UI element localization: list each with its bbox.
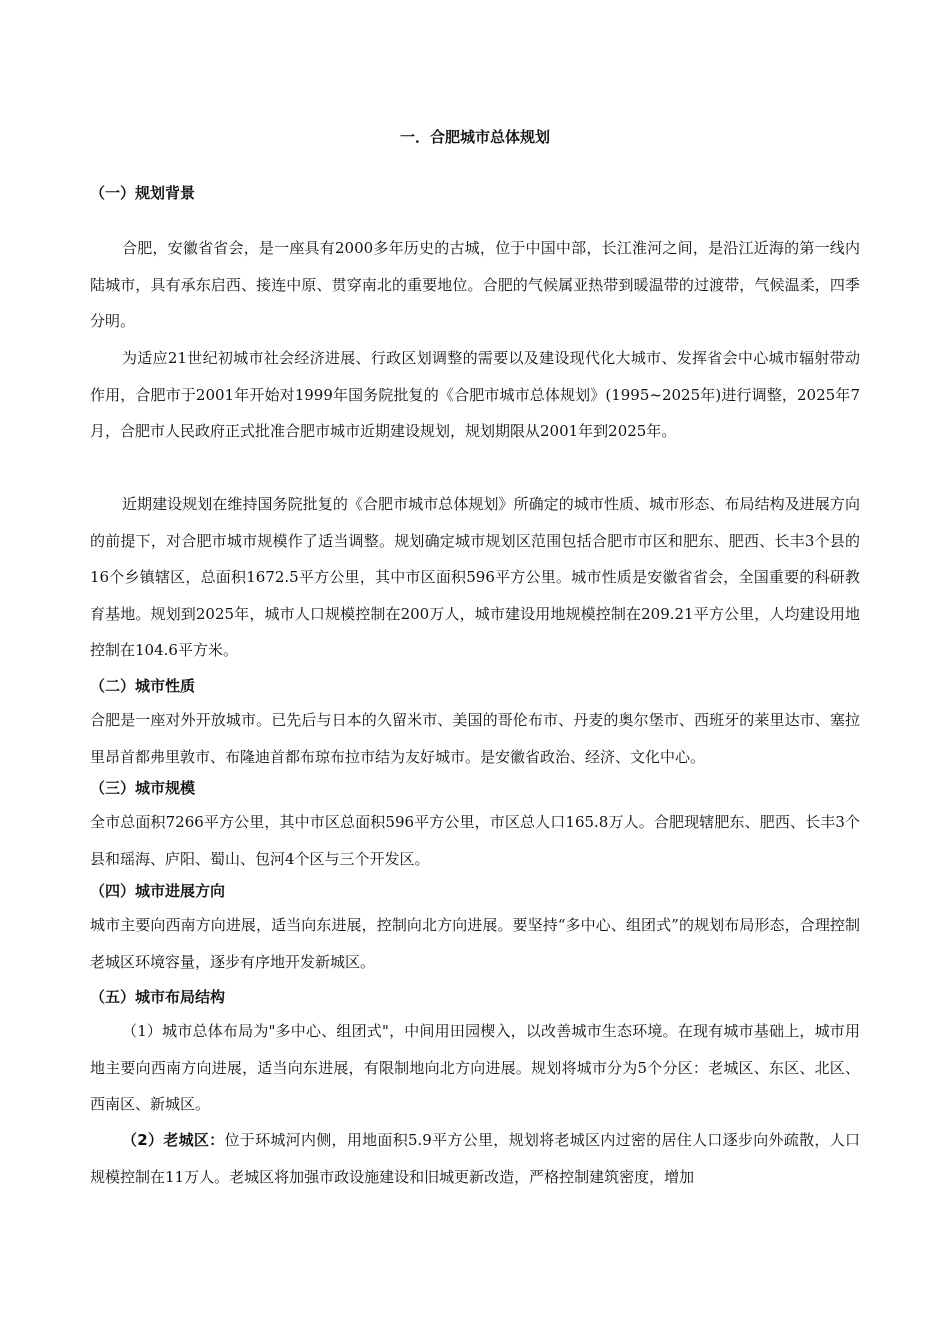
old-city-lead: （2）老城区： (122, 1131, 225, 1149)
document-title: 一．合肥城市总体规划 (399, 128, 550, 146)
section-heading-layout-structure: （五）城市布局结构 (90, 988, 226, 1006)
paragraph-city-scale: 全市总面积7266平方公里，其中市区总面积596平方公里，市区总人口165.8万人。合肥现辖肥东、肥西、长丰3个县和瑶海、庐阳、蜀山、包河4个区与三个开发区。 (90, 813, 860, 868)
section-heading-background: （一）规划背景 (90, 184, 196, 202)
paragraph-plan-adjustment: 为适应21世纪初城市社会经济进展、行政区划调整的需要以及建设现代化大城市、发挥省会中心城市辐射带动作用，合肥市于2001年开始对1999年国务院批复的《合肥市城市总体规划》(1995~2025年)进行调整，2025年7月，合肥市人民政府正式批准合肥市城市近期建设规划，规划期限从2001年到2025年。 (90, 349, 860, 440)
section-heading-city-nature: （二）城市性质 (90, 677, 196, 695)
old-city-text: 位于环城河内侧，用地面积5.9平方公里，规划将老城区内过密的居住人口逐步向外疏散，人口规模控制在11万人。老城区将加强市政设施建设和旧城更新改造，严格控制建筑密度，增加 (90, 1131, 860, 1186)
paragraph-hefei-intro: 合肥，安徽省省会，是一座具有2000多年历史的古城，位于中国中部，长江淮河之间，是沿江近海的第一线内陆城市，具有承东启西、接连中原、贯穿南北的重要地位。合肥的气候属亚热带到暖温带的过渡带，气候温柔，四季分明。 (90, 239, 860, 330)
paragraph-city-nature: 合肥是一座对外开放城市。已先后与日本的久留米市、美国的哥伦布市、丹麦的奥尔堡市、西班牙的莱里达市、塞拉里昂首都弗里敦市、布隆迪首都布琼布拉市结为友好城市。是安徽省政治、经济、文化中心。 (90, 711, 860, 766)
section-heading-development-direction: （四）城市进展方向 (90, 882, 226, 900)
paragraph-layout-overall: （1）城市总体布局为"多中心、组团式"，中间用田园楔入，以改善城市生态环境。在现有城市基础上，城市用地主要向西南方向进展，适当向东进展，有限制地向北方向进展。规划将城市分为5个分区：老城区、东区、北区、西南区、新城区。 (90, 1022, 860, 1113)
section-heading-city-scale: （三）城市规模 (90, 779, 196, 797)
paragraph-old-city (90, 1122, 860, 1195)
paragraph-development-direction: 城市主要向西南方向进展，适当向东进展，控制向北方向进展。要坚持“多中心、组团式”的规划布局形态，合理控制老城区环境容量，逐步有序地开发新城区。 (90, 916, 860, 971)
paragraph-recent-plan: 近期建设规划在维持国务院批复的《合肥市城市总体规划》所确定的城市性质、城市形态、布局结构及进展方向的前提下，对合肥市城市规模作了适当调整。规划确定城市规划区范围包括合肥市市区和肥东、肥西、长丰3个县的16个乡镇辖区，总面积1672.5平方公里，其中市区面积596平方公里。城市性质是安徽省省会，全国重要的科研教育基地。规划到2025年，城市人口规模控制在200万人，城市建设用地规模控制在209.21平方公里，人均建设用地控制在104.6平方米。 (90, 495, 860, 659)
